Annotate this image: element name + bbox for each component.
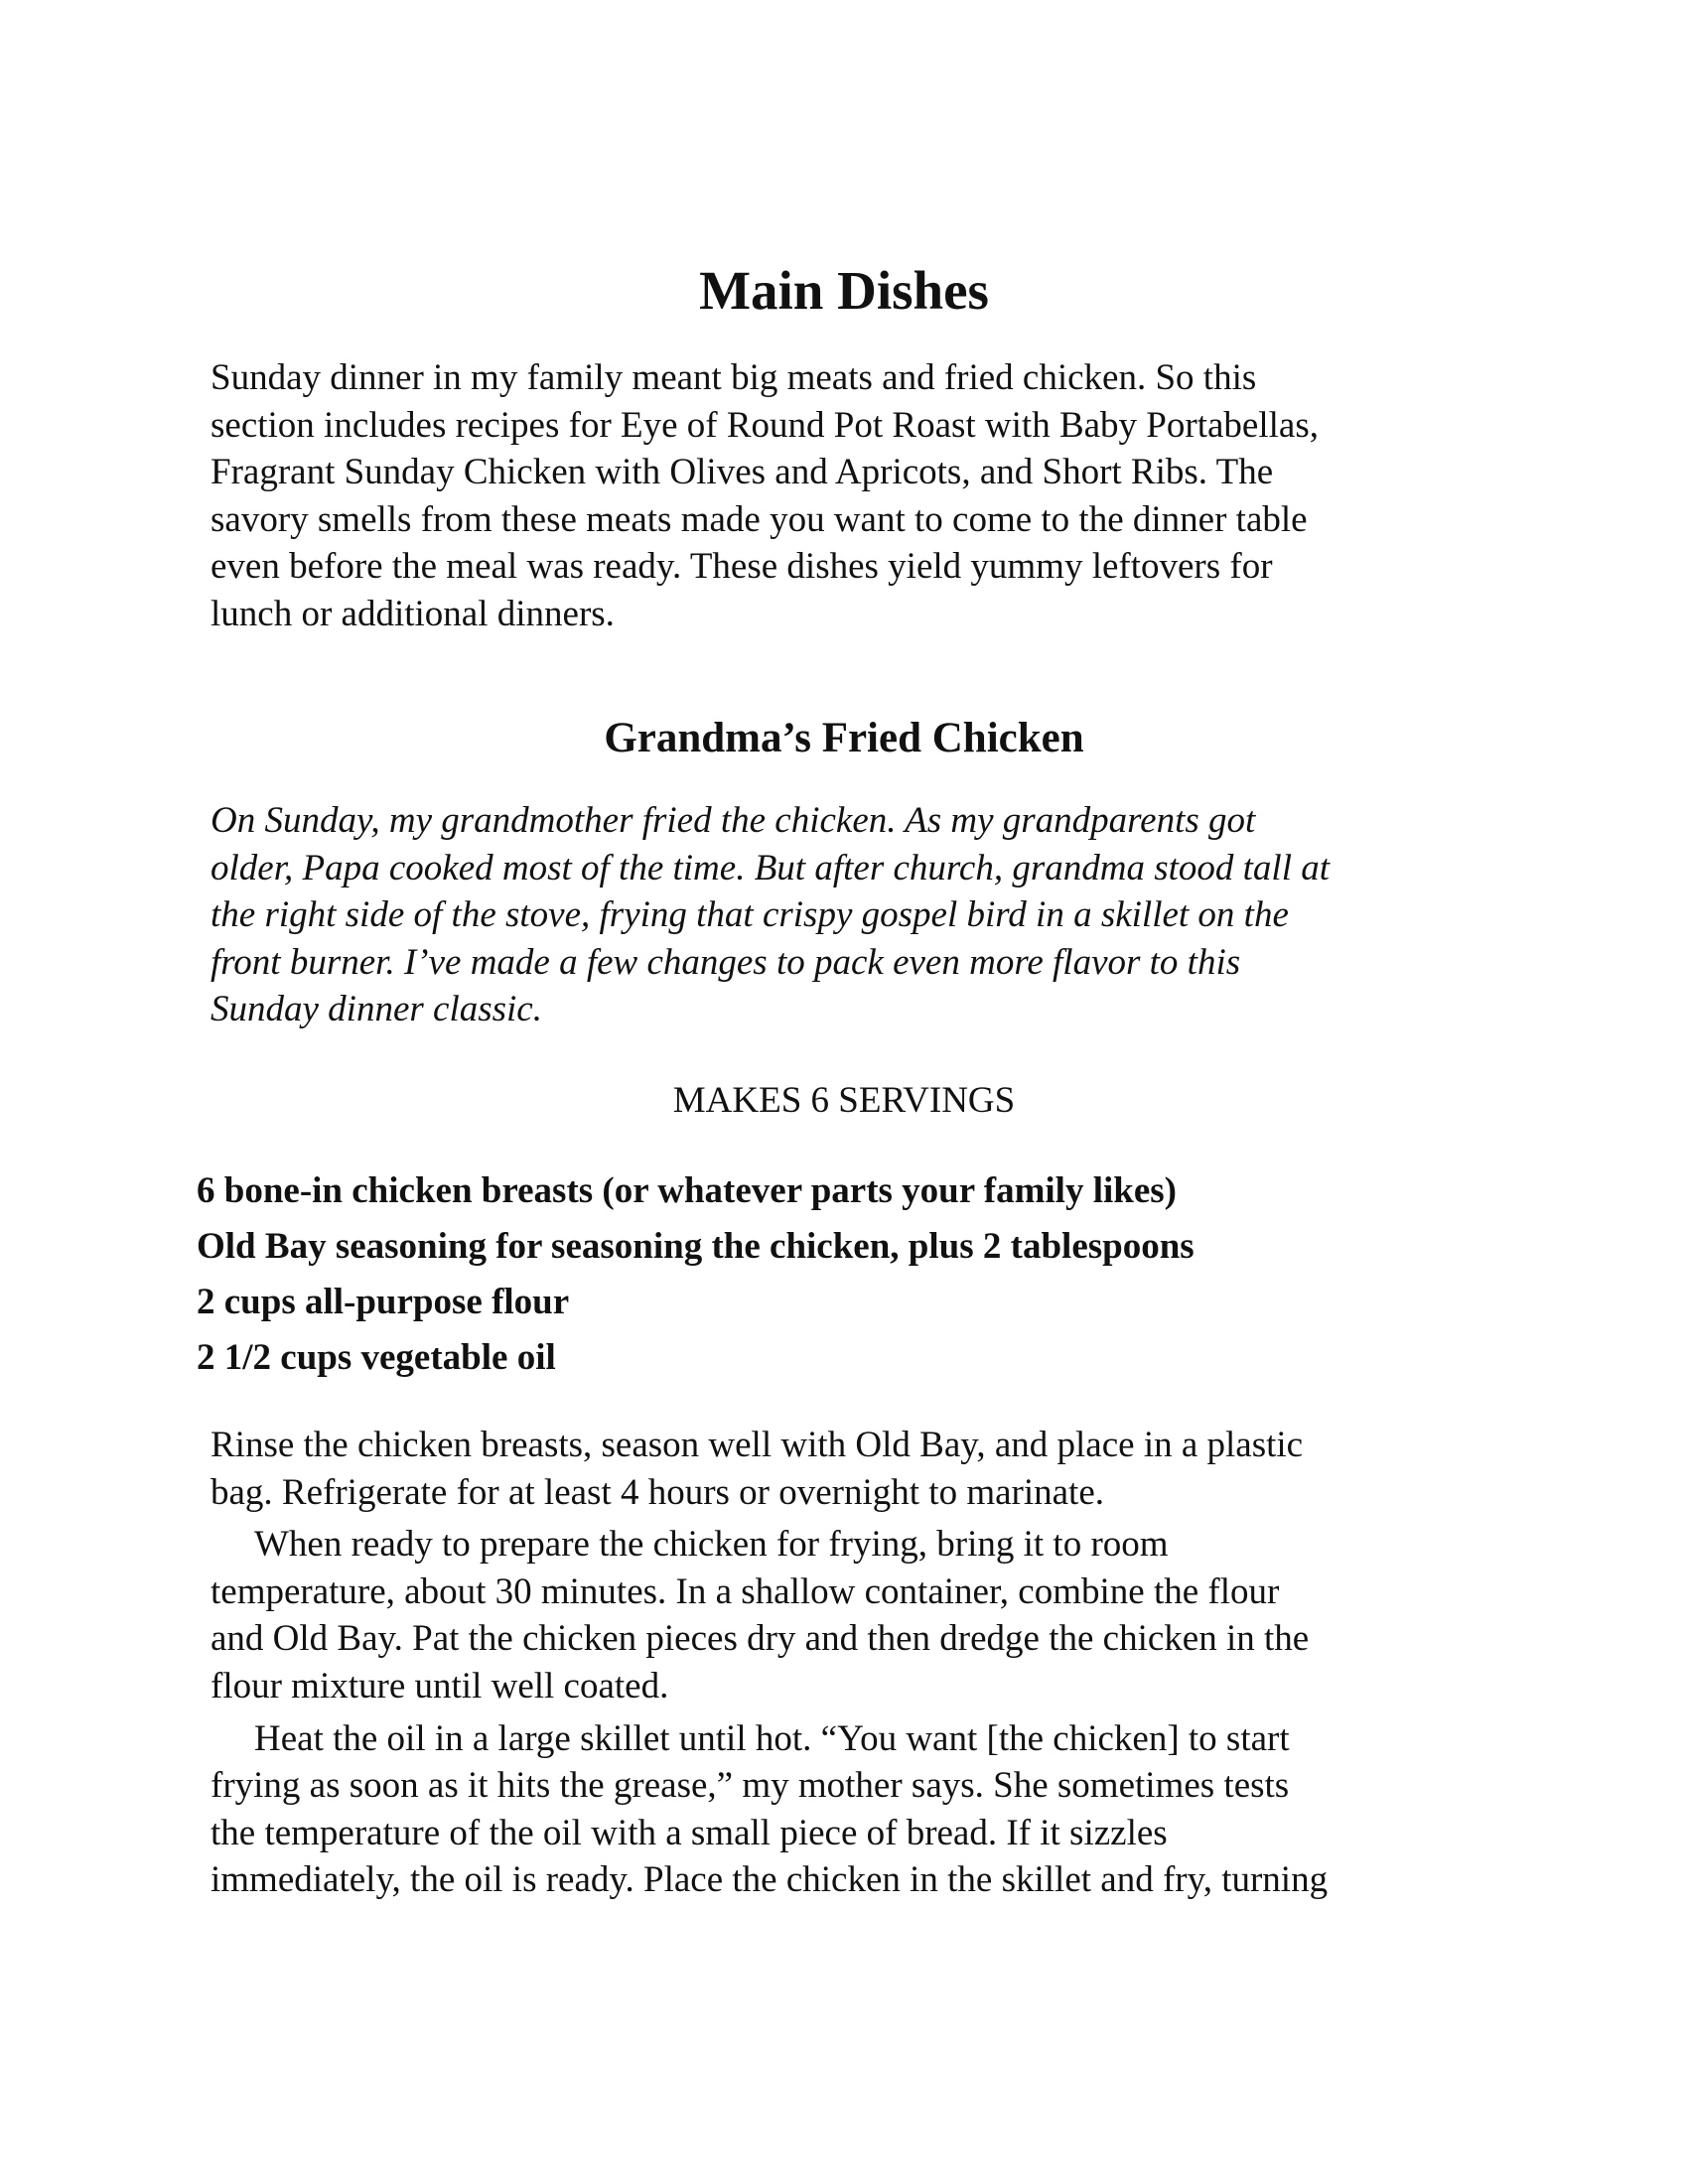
headnote-line: Sunday dinner classic. bbox=[211, 989, 542, 1030]
method-step bbox=[211, 1521, 1491, 1709]
intro-line: lunch or additional dinners. bbox=[211, 593, 615, 634]
headnote-line: older, Papa cooked most of the time. But after church, grandma stood tall at bbox=[211, 847, 1331, 888]
intro-line: Fragrant Sunday Chicken with Olives and Apricots, and Short Ribs. The bbox=[211, 452, 1274, 493]
servings-yield: MAKES 6 SERVINGS bbox=[672, 1080, 1016, 1121]
step-line: flour mixture until well coated. bbox=[211, 1665, 669, 1706]
step-line: and Old Bay. Pat the chicken pieces dry and then dredge the chicken in the bbox=[211, 1618, 1310, 1660]
method-step bbox=[211, 1422, 1491, 1516]
intro-line: section includes recipes for Eye of Round Pot Roast with Baby Portabellas, bbox=[211, 404, 1319, 446]
headnote-line: On Sunday, my grandmother fried the chicken. As my grandparents got bbox=[211, 800, 1256, 841]
method-step bbox=[211, 1715, 1491, 1904]
recipe-method bbox=[211, 1422, 1491, 1909]
step-line: bag. Refrigerate for at least 4 hours or overnight to marinate. bbox=[211, 1471, 1105, 1513]
recipe-title: Grandma’s Fried Chicken bbox=[604, 715, 1084, 761]
chapter-intro bbox=[211, 354, 1491, 638]
step-line: the temperature of the oil with a small piece of bread. If it sizzles bbox=[211, 1812, 1168, 1853]
intro-line: even before the meal was ready. These dishes yield yummy leftovers for bbox=[211, 546, 1273, 588]
step-line: frying as soon as it hits the grease,” my mother says. She sometimes tests bbox=[211, 1765, 1290, 1807]
ingredient-item: 2 cups all-purpose flour bbox=[197, 1282, 570, 1322]
ingredient-list bbox=[197, 1163, 1195, 1386]
ingredient-item: 6 bone-in chicken breasts (or whatever parts your family likes) bbox=[197, 1170, 1177, 1211]
step-line: When ready to prepare the chicken for frying, bring it to room bbox=[254, 1524, 1169, 1566]
headnote-line: the right side of the stove, frying that crispy gospel bird in a skillet on the bbox=[211, 894, 1289, 936]
step-line: Rinse the chicken breasts, season well with Old Bay, and place in a plastic bbox=[211, 1425, 1304, 1465]
step-line: Heat the oil in a large skillet until hot. “You want [the chicken] to start bbox=[254, 1717, 1290, 1759]
ingredient-item: Old Bay seasoning for seasoning the chicken, plus 2 tablespoons bbox=[197, 1226, 1195, 1267]
ingredient-item: 2 1/2 cups vegetable oil bbox=[197, 1337, 556, 1378]
intro-line: savory smells from these meats made you want to come to the dinner table bbox=[211, 498, 1308, 540]
step-line: temperature, about 30 minutes. In a shallow container, combine the flour bbox=[211, 1570, 1280, 1612]
recipe-headnote bbox=[211, 797, 1491, 1033]
intro-line: Sunday dinner in my family meant big meats and fried chicken. So this bbox=[211, 357, 1257, 398]
chapter-title: Main Dishes bbox=[699, 260, 989, 321]
headnote-line: front burner. I’ve made a few changes to pack even more flavor to this bbox=[211, 941, 1241, 983]
step-line: immediately, the oil is ready. Place the chicken in the skillet and fry, turning bbox=[211, 1859, 1329, 1901]
